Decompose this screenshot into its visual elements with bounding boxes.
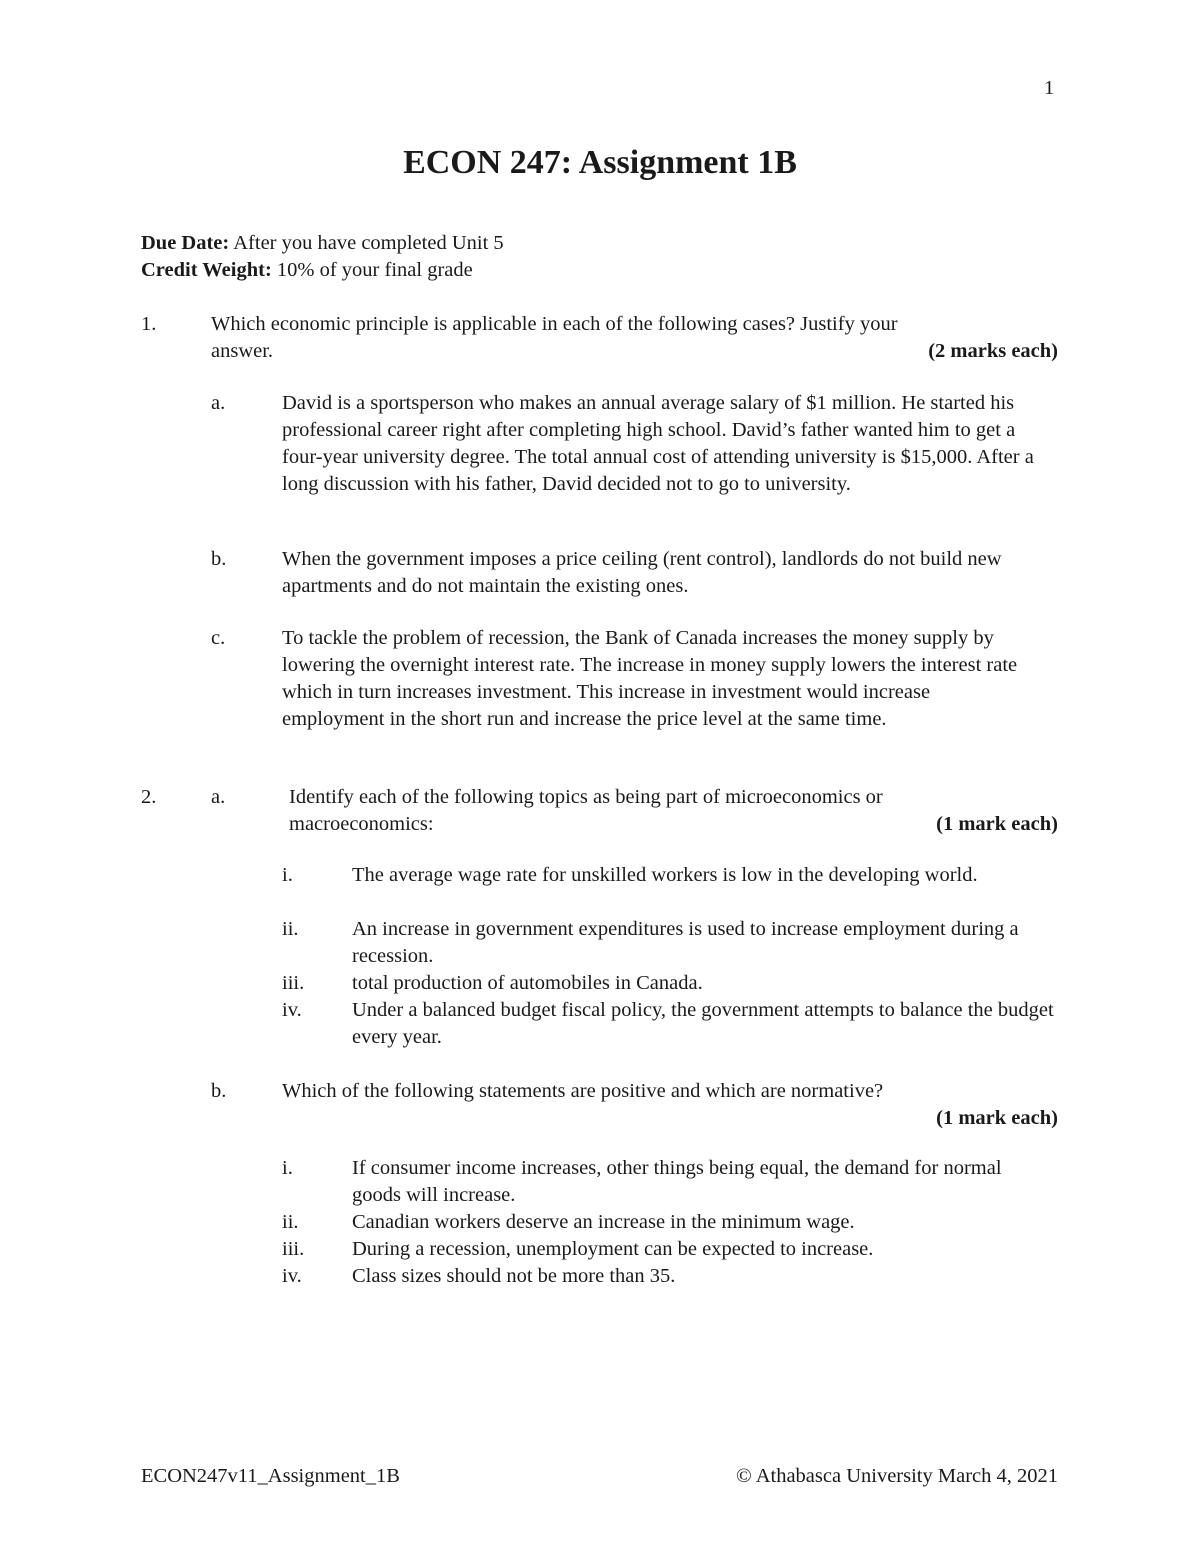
question-1-number: 1. <box>141 313 157 335</box>
q2b-item-ii-label: ii. <box>282 1211 299 1233</box>
q2-part-b-label: b. <box>211 1080 227 1102</box>
credit-weight-value: 10% of your final grade <box>271 259 473 281</box>
q2a-item-ii-text: An increase in government expenditures is used to increase employment during a recession. <box>352 918 1019 967</box>
q2-part-b-text: Which of the following statements are positive and which are normative? <box>282 1080 884 1102</box>
q2b-item-iii-label: iii. <box>282 1238 305 1260</box>
q1-part-b-label: b. <box>211 548 227 570</box>
credit-weight-line <box>141 257 473 284</box>
q2a-item-iii-text: total production of automobiles in Canada. <box>352 972 703 994</box>
q1-part-c-label: c. <box>211 627 226 649</box>
q2-part-a-label: a. <box>211 786 226 808</box>
due-date-value: After you have completed Unit 5 <box>229 232 504 254</box>
due-date-label: Due Date: <box>141 232 230 254</box>
q1-part-b-text: When the government imposes a price ceiling (rent control), landlords do not build new apartments and do not maintain the existing ones. <box>282 548 1002 597</box>
q2b-item-iv-label: iv. <box>282 1265 302 1287</box>
q1-part-a-label: a. <box>211 392 226 414</box>
footer-document-id: ECON247v11_Assignment_1B <box>141 1465 400 1487</box>
q2-part-a-text-line1: Identify each of the following topics as being part of microeconomics or <box>289 786 883 808</box>
question-1-marks: (2 marks each) <box>928 340 1058 362</box>
q2b-item-iii-text: During a recession, unemployment can be expected to increase. <box>352 1238 874 1260</box>
due-date-line <box>141 230 504 257</box>
q2a-item-iii-label: iii. <box>282 972 305 994</box>
credit-weight-label: Credit Weight: <box>141 259 272 281</box>
q2a-item-i-text: The average wage rate for unskilled workers is low in the developing world. <box>352 864 978 886</box>
footer-copyright: © Athabasca University March 4, 2021 <box>736 1465 1058 1487</box>
page-title: ECON 247: Assignment 1B <box>403 144 797 181</box>
page-number: 1 <box>1044 77 1055 99</box>
q2-part-a-text-line2: macroeconomics: <box>289 813 434 835</box>
question-2-number: 2. <box>141 786 157 808</box>
question-1-text-line1: Which economic principle is applicable in each of the following cases? Justify your <box>211 313 898 335</box>
q2b-item-ii-text: Canadian workers deserve an increase in the minimum wage. <box>352 1211 855 1233</box>
q2-part-a-marks: (1 mark each) <box>936 813 1058 835</box>
q2b-item-iv-text: Class sizes should not be more than 35. <box>352 1265 676 1287</box>
q2a-item-iv-text: Under a balanced budget fiscal policy, the government attempts to balance the budget every year. <box>352 999 1054 1048</box>
q1-part-c-text: To tackle the problem of recession, the Bank of Canada increases the money supply by lowering the overnight interest rate. The increase in money supply lowers the interest rate which in turn increases investment. This increase in investment would increase employment in the short run and increase the price level at the same time. <box>282 627 1018 730</box>
q2b-item-i-label: i. <box>282 1157 293 1179</box>
q2a-item-i-label: i. <box>282 864 293 886</box>
q1-part-a-text: David is a sportsperson who makes an annual average salary of $1 million. He started his professional career right after completing high school. David’s father wanted him to get a four-year university degree. The total annual cost of attending university is $15,000. After a long discussion with his father, David decided not to go to university. <box>282 392 1034 495</box>
q2b-item-i-text: If consumer income increases, other things being equal, the demand for normal goods will increase. <box>352 1157 1002 1206</box>
q2a-item-iv-label: iv. <box>282 999 302 1021</box>
q2a-item-ii-label: ii. <box>282 918 299 940</box>
q2-part-b-marks: (1 mark each) <box>936 1107 1058 1129</box>
question-1-text-line2: answer. <box>211 340 274 362</box>
